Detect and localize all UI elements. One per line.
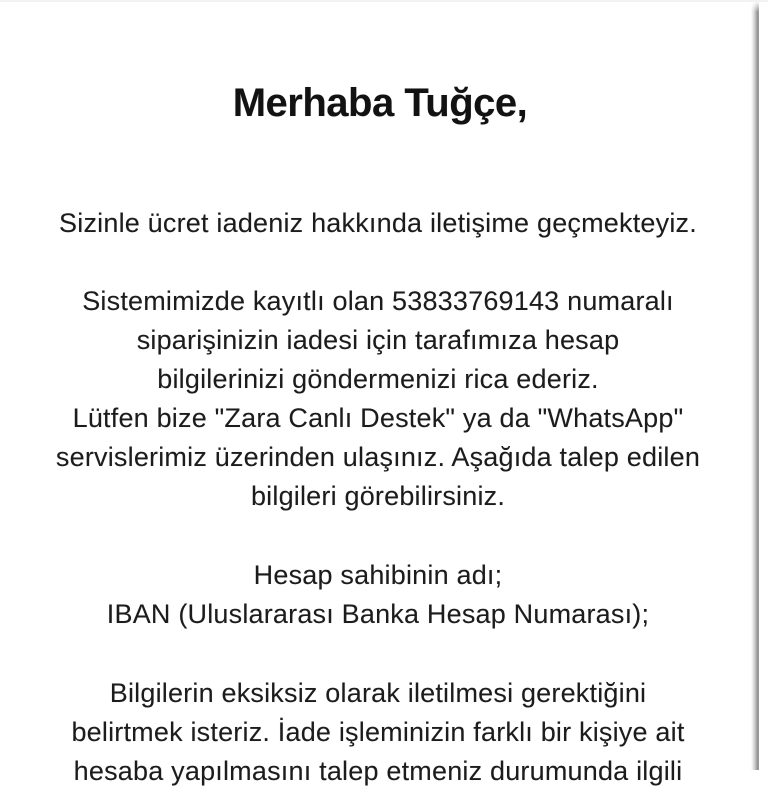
text-line: servislerimiz üzerinden ulaşınız. Aşağıda talep edilen (55, 442, 701, 472)
paragraph-instructions (4, 282, 752, 516)
text-line: Hesap sahibinin adı; (253, 560, 503, 590)
text-line: bilgilerinizi göndermenizi rica ederiz. (157, 364, 599, 394)
text-line: Bilgilerin eksiksiz olarak iletilmesi gerektiğini (109, 678, 647, 708)
email-greeting-text: Merhaba Tuğçe, (232, 81, 528, 125)
text-line: belirtmek isteriz. İade işleminizin farklı bir kişiye ait (71, 717, 685, 747)
paragraph-disclaimer (4, 674, 752, 791)
text-line: bilgileri görebilirsiniz. (250, 481, 506, 511)
paragraph-requested-info (4, 556, 752, 634)
text-line: Sizinle ücret iadeniz hakkında iletişime geçmekteyiz. (59, 208, 697, 238)
text-line: IBAN (Uluslararası Banka Hesap Numarası); (106, 599, 650, 629)
text-line: siparişinizin iadesi için tarafımıza hesap (136, 325, 620, 355)
text-line: Sistemimizde kayıtlı olan 53833769143 numaralı (82, 286, 674, 316)
email-greeting (4, 80, 756, 126)
text-line: Lütfen bize "Zara Canlı Destek" ya da "WhatsApp" (72, 403, 684, 433)
paragraph-intro (4, 204, 752, 243)
text-line: hesaba yapılmasını talep etmeniz durumunda ilgili (73, 756, 683, 786)
right-edge-divider (751, 2, 759, 770)
